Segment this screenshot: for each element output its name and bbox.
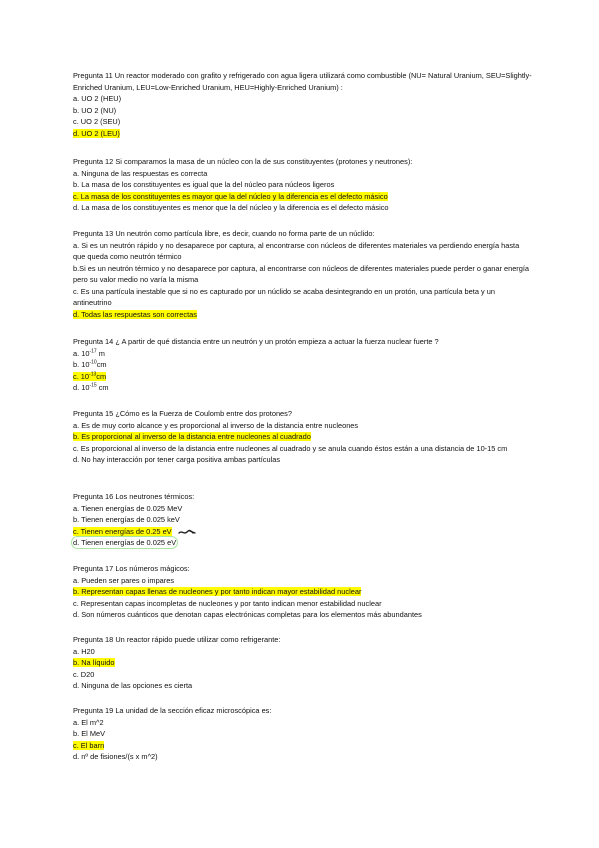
- question-11: [73, 70, 533, 139]
- question-title: Pregunta 18 Un reactor rápido puede utilizar como refrigerante:: [73, 635, 281, 644]
- option-a: a. Ninguna de las respuestas es correcta: [73, 168, 208, 178]
- question-title: Pregunta 16 Los neutrones térmicos:: [73, 492, 195, 501]
- option-c-highlighted: c. Tienen energías de 0.25 eV: [73, 526, 172, 536]
- question-title: Pregunta 17 Los números mágicos:: [73, 564, 190, 573]
- option-c-highlighted: c. La masa de los constituyentes es mayor que la del núcleo y la diferencia es el defecto másico: [73, 191, 388, 201]
- question-17: [73, 563, 533, 621]
- option-d-highlighted: d. Todas las respuestas son correctas: [73, 309, 197, 319]
- option-a: a. Es de muy corto alcance y es proporcional al inverso de la distancia entre nucleones: [73, 420, 359, 430]
- option-d-circled: d. Tienen energías de 0.025 eV: [73, 538, 177, 547]
- option-a: a. UO 2 (HEU): [73, 94, 122, 103]
- option-b-highlighted: b. Na líquido: [73, 658, 115, 667]
- option-b: b. La masa de los constituyentes es igual que la del núcleo para núcleos ligeros: [73, 180, 335, 189]
- question-title: Pregunta 15 ¿Cómo es la Fuerza de Coulomb entre dos protones?: [73, 409, 292, 418]
- option-c: c. Representan capas incompletas de nucleones y por tanto indican menor estabilidad nuclear: [73, 598, 382, 608]
- option-d: d. La masa de los constituyentes es menor que la del núcleo y la diferencia es el defecto másico: [73, 203, 389, 212]
- option-c: c. Es proporcional al inverso de la distancia entre nucleones al cuadrado y se anula cuando éstos están a una distancia de 10-15 cm: [73, 443, 508, 453]
- question-15: [73, 408, 533, 466]
- option-c: c. UO 2 (SEU): [73, 117, 121, 126]
- question-title: Pregunta 19 La unidad de la sección eficaz microscópica es:: [73, 706, 272, 715]
- option-d: d. $10^{-15}$ cm: [73, 382, 109, 392]
- option-c: c. Es una partícula inestable que si no es capturado por un núclido se acaba desintegrando en un protón, una partícula beta y un antineutrino: [73, 286, 495, 307]
- option-d: d. Son números cuánticos que denotan capas electrónicas completas para los elementos más abundantes: [73, 610, 422, 619]
- option-a: a. Si es un neutrón rápido y no desaparece por captura, al encontrarse con núcleos de diferentes materiales va perdiendo energía hasta que queda como neutrón térmico: [73, 240, 520, 261]
- option-b: b. UO 2 (NU): [73, 105, 117, 115]
- question-18: [73, 634, 533, 692]
- question-12: [73, 156, 533, 214]
- question-title: Pregunta 13 Un neutrón como partícula libre, es decir, cuando no forma parte de un núclido:: [73, 229, 375, 238]
- option-a: a. El m^2: [73, 717, 104, 727]
- option-c-highlighted: c. El barn: [73, 740, 105, 750]
- option-a: a. $10^{-17}$ m: [73, 348, 105, 358]
- question-19: [73, 705, 533, 763]
- option-a: a. Pueden ser pares o impares: [73, 575, 175, 585]
- option-b: b.Si es un neutrón térmico y no desaparece por captura, al encontrarse con núcleos de diferentes materiales puede perder o ganar energía pero su valor medio no varía la misma: [73, 263, 530, 284]
- option-d: d. Ninguna de las opciones es cierta: [73, 681, 193, 690]
- option-b: b. Tienen energías de 0.025 keV: [73, 515, 180, 524]
- option-b: b. $10^{-10}cm$: [73, 359, 107, 369]
- option-c: c. D20: [73, 669, 95, 679]
- option-b-highlighted: b. Es proporcional al inverso de la distancia entre nucleones al cuadrado: [73, 432, 311, 441]
- option-d: d. nº de fisiones/(s x m^2): [73, 752, 158, 761]
- option-a: a. Tienen energías de 0.025 MeV: [73, 503, 183, 513]
- question-title: Pregunta 14 ¿ A partir de qué distancia entre un neutrón y un protón empieza a actuar la fuerza nuclear fuerte ?: [73, 337, 439, 346]
- question-13: [73, 228, 533, 320]
- question-title: Pregunta 12 Si comparamos la masa de un núcleo con la de sus constituyentes (protones y neutrones):: [73, 157, 413, 166]
- scribble-mark-icon: [178, 528, 196, 536]
- question-16: [73, 491, 533, 549]
- option-b: b. El MeV: [73, 729, 106, 738]
- option-c-highlighted: c. $10^{-13}cm$: [73, 371, 107, 381]
- option-a: a. H20: [73, 646, 95, 656]
- question-title: Pregunta 11 Un reactor moderado con grafito y refrigerado con agua ligera utilizará como combustible (NU= Natural Uranium, SEU=Slightly-Enriched Uranium, LEU=Low-Enriched Uranium, HEU=Highly-Enriched Uranium) :: [73, 71, 532, 92]
- option-d-highlighted: d. UO 2 (LEU): [73, 128, 120, 138]
- option-d: d. No hay interacción por tener carga positiva ambas partículas: [73, 455, 281, 464]
- option-b-highlighted: b. Representan capas llenas de nucleones y por tanto indican mayor estabilidad nuclear: [73, 587, 362, 596]
- question-14: [73, 336, 533, 394]
